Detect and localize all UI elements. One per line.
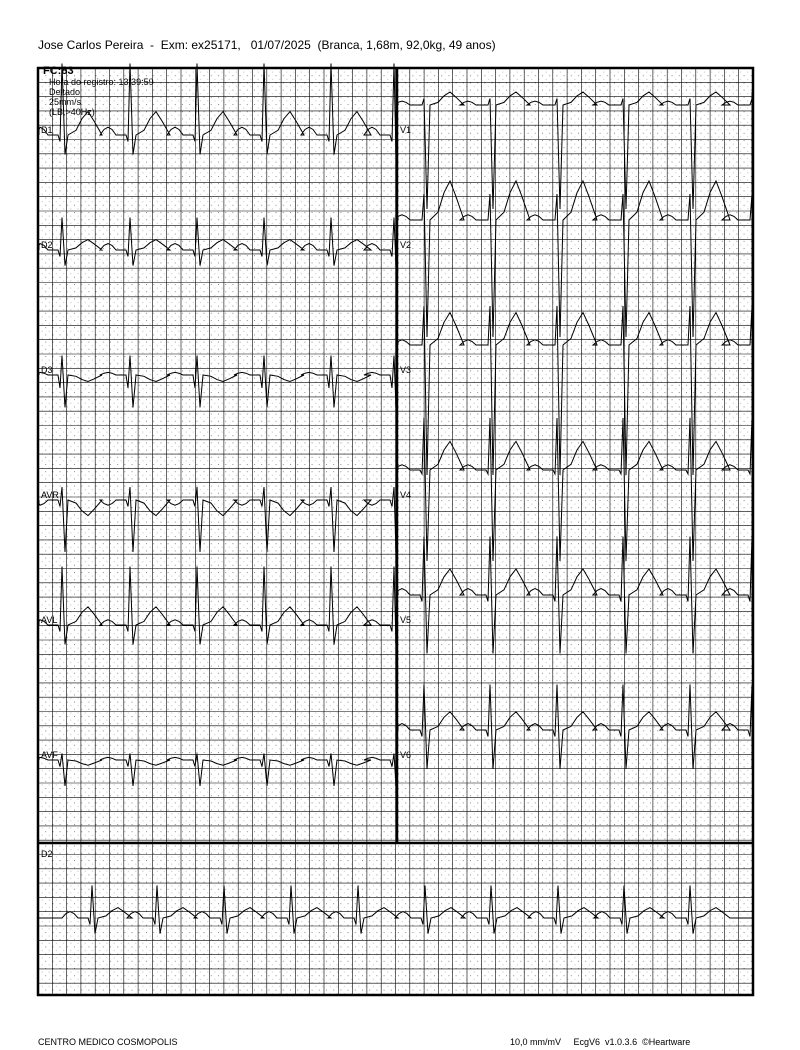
lead-label-left-d3: D3 [41, 365, 53, 375]
lead-label-right-v2: V2 [400, 240, 412, 250]
lead-label-right-v1: V1 [400, 125, 412, 135]
lead-label-left-d1: D1 [41, 125, 53, 135]
lead-label-left-d2: D2 [41, 240, 53, 250]
lead-label-right-v3: V3 [400, 365, 412, 375]
gain-setting: 10,0 mm/mV [510, 1037, 562, 1047]
lead-label-rhythm-d2: D2 [41, 849, 53, 859]
lead-label-right-v5: V5 [400, 615, 412, 625]
lead-label-left-avl: AVL [41, 615, 58, 625]
lead-label-left-avr: AVR [41, 490, 59, 500]
lead-label-left-avf: AVF [41, 750, 58, 760]
software-version: EcgV6 v1.0.3.6 ©Heartware [573, 1037, 691, 1047]
lead-label-right-v6: V6 [400, 750, 412, 760]
device-info [510, 1037, 690, 1047]
institution-name: CENTRO MEDICO COSMOPOLIS [38, 1037, 178, 1047]
lead-label-right-v4: V4 [400, 490, 412, 500]
patient-header: Jose Carlos Pereira - Exm: ex25171, 01/07/2025 (Branca, 1,68m, 92,0kg, 49 anos) [38, 38, 496, 52]
